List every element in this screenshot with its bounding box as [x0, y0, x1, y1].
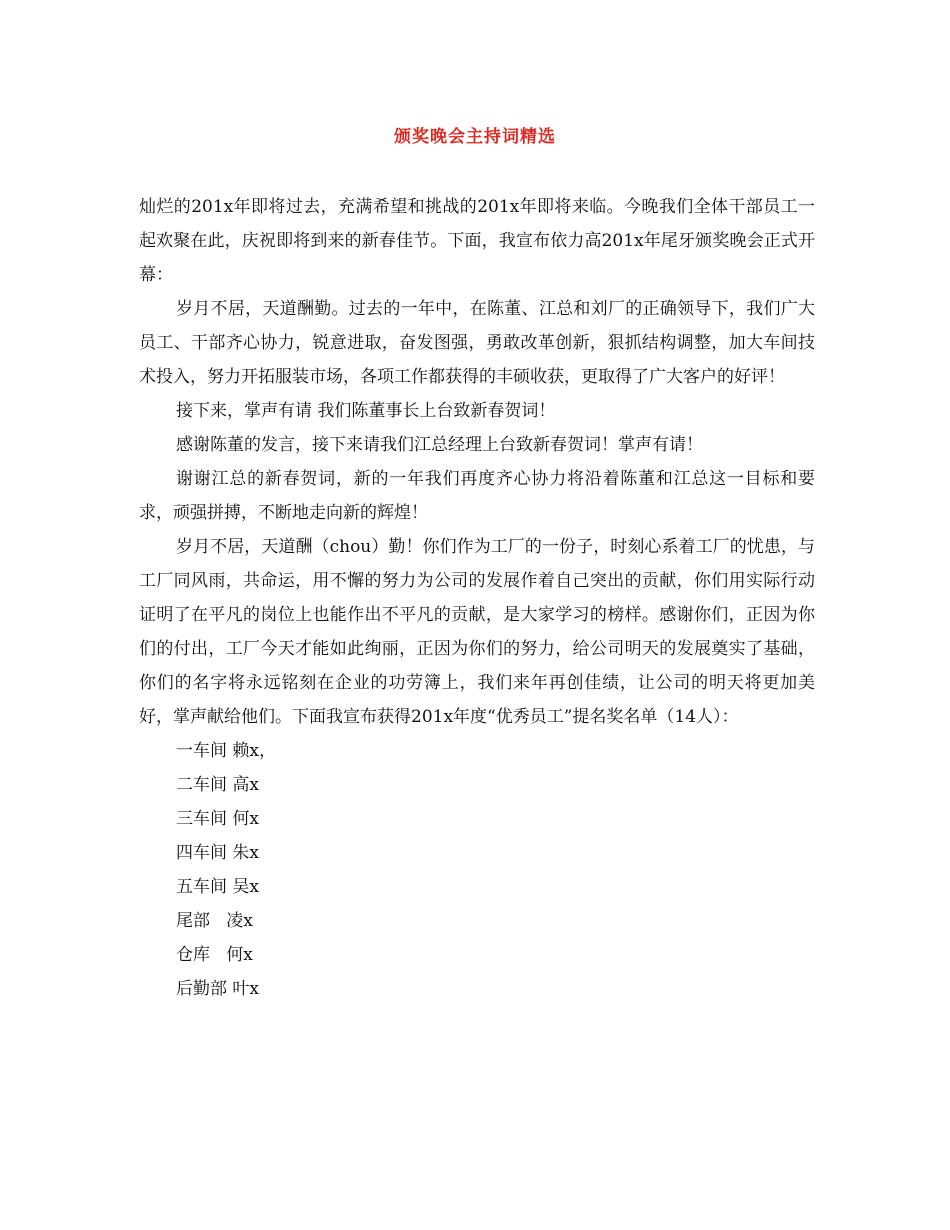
paragraph-invite-gm: 感谢陈董的发言，接下来请我们江总经理上台致新春贺词！掌声有请！ [176, 435, 703, 455]
list-item: 仓库 何x [176, 945, 253, 965]
list-item: 尾部 凌x [176, 911, 253, 931]
paragraph-invite-chairman: 接下来，掌声有请 我们陈董事长上台致新春贺词！ [176, 401, 556, 421]
document-body [139, 190, 815, 1006]
list-item: 四车间 朱x [176, 843, 259, 863]
paragraph-review: 岁月不居，天道酬勤。过去的一年中，在陈董、江总和刘厂的正确领导下，我们广大员工、干部齐心协力，锐意进取，奋发图强，勇敢改革创新，狠抓结构调整，加大车间技术投入，努力开拓服装市场，各项工作都获得的丰硕收获，更取得了广大客户的好评！ [139, 299, 815, 387]
paragraph-award-intro: 岁月不居，天道酬（chou）勤！你们作为工厂的一份子，时刻心系着工厂的忧患，与工厂同风雨，共命运，用不懈的努力为公司的发展作着自己突出的贡献，你们用实际行动证明了在平凡的岗位上也能作出不平凡的贡献，是大家学习的榜样。感谢你们，正因为你们的付出，工厂今天才能如此绚丽，正因为你们的努力，给公司明天的发展奠实了基础，你们的名字将永远铭刻在企业的功劳簿上，我们来年再创佳绩，让公司的明天将更加美好，掌声献给他们。下面我宣布获得201x年度“优秀员工”提名奖名单（14人）： [139, 537, 815, 727]
list-item: 五车间 吴x [176, 877, 259, 897]
paragraph-opening: 灿烂的201x年即将过去，充满希望和挑战的201x年即将来临。今晚我们全体干部员工一起欢聚在此，庆祝即将到来的新春佳节。下面，我宣布依力高201x年尾牙颁奖晚会正式开幕： [139, 197, 815, 285]
nominee-list [139, 734, 815, 1006]
list-item: 三车间 何x [176, 809, 259, 829]
paragraph-thanks-gm: 谢谢江总的新春贺词，新的一年我们再度齐心协力将沿着陈董和江总这一目标和要求，顽强拼搏，不断地走向新的辉煌！ [139, 469, 815, 523]
list-item: 一车间 赖x， [176, 741, 276, 761]
list-item: 二车间 高x [176, 775, 259, 795]
list-item: 后勤部 叶x [176, 979, 259, 999]
document-title: 颁奖晚会主持词精选 [394, 127, 556, 147]
